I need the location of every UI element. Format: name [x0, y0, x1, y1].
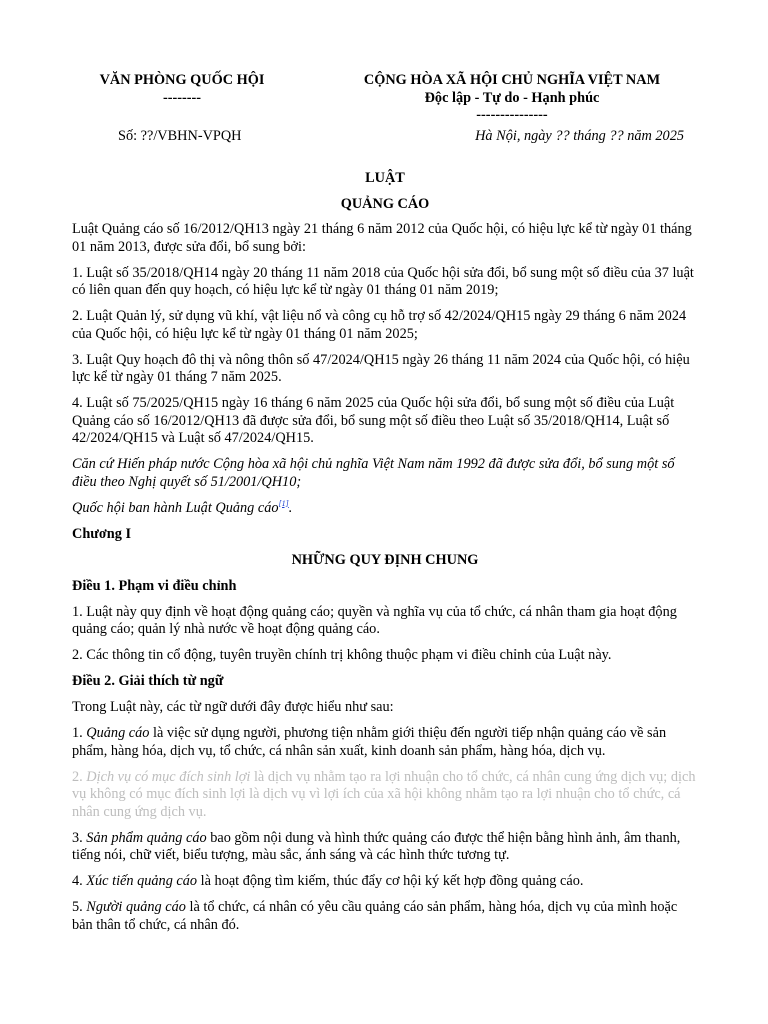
definition-number: 2.	[72, 768, 87, 785]
definition-term: Xúc tiến quảng cáo	[86, 873, 198, 889]
article-title: Điều 1. Phạm vi điều chỉnh	[72, 577, 237, 594]
definition-item	[72, 725, 698, 760]
article-title: Điều 2. Giải thích từ ngữ	[72, 673, 224, 689]
definition-text: là việc sử dụng người, phương tiện nhằm giới thiệu đến người tiếp nhận quảng cáo về sản phẩm, hàng hóa, dịch vụ, tổ chức, cá nhân sản xuất, kinh doanh sản phẩm, hàng hóa, dịch vụ.	[72, 725, 667, 759]
motto-rule: ---------------	[476, 107, 548, 123]
definition-item-repealed	[72, 769, 698, 822]
intro-paragraph: Luật Quảng cáo số 16/2012/QH13 ngày 21 tháng 6 năm 2012 của Quốc hội, có hiệu lực kể từ ngày 01 tháng 01 năm 2013, được sửa đổi, bổ sung bởi:	[72, 221, 692, 255]
article-clause: 2. Các thông tin cổ động, tuyên truyền chính trị không thuộc phạm vi điều chỉnh của Luật này.	[72, 647, 612, 663]
document-title: QUẢNG CÁO	[340, 195, 430, 212]
amendment-item: 1. Luật số 35/2018/QH14 ngày 20 tháng 11 năm 2018 của Quốc hội sửa đổi, bổ sung một số điều của 37 luật có liên quan đến quy hoạch, có hiệu lực kể từ ngày 01 tháng 01 năm 2019;	[72, 264, 694, 298]
enactment-statement	[72, 500, 698, 518]
definition-text: là dịch vụ nhằm tạo ra lợi nhuận cho tổ chức, cá nhân cung ứng dịch vụ; dịch vụ không có mục đích sinh lợi là dịch vụ vì lợi ích của xã hội không nhằm tạo ra lợi nhuận cho tổ chức, cá nhân cung ứng dịch vụ.	[72, 768, 696, 820]
document-header	[72, 72, 698, 152]
article-lead: Trong Luật này, các từ ngữ dưới đây được hiểu như sau:	[72, 699, 394, 715]
date-place: Hà Nội, ngày ?? tháng ?? năm 2025	[475, 128, 684, 144]
legal-basis: Căn cứ Hiến pháp nước Cộng hòa xã hội chủ nghĩa Việt Nam năm 1992 đã được sửa đổi, bổ sung một số điều theo Nghị quyết số 51/2001/QH10;	[72, 456, 675, 490]
definition-term: Dịch vụ có mục đích sinh lợi	[86, 768, 251, 785]
definition-term: Sản phẩm quảng cáo	[86, 829, 207, 846]
definition-number: 5.	[72, 899, 87, 915]
document-number: Số: ??/VBHN-VPQH	[118, 128, 242, 144]
definition-term: Người quảng cáo	[86, 899, 186, 915]
enactment-period: .	[288, 499, 293, 516]
amendment-item: 4. Luật số 75/2025/QH15 ngày 16 tháng 6 năm 2025 của Quốc hội sửa đổi, bổ sung một số điều của Luật Quảng cáo số 16/2012/QH13 đã được sửa đổi, bổ sung một số điều theo Luật số 35/2018/QH14, Luật số 42/2024/QH15 và Luật số 47/2024/QH15.	[72, 395, 675, 446]
national-motto: Độc lập - Tự do - Hạnh phúc	[424, 89, 600, 106]
amendment-item: 2. Luật Quản lý, sử dụng vũ khí, vật liệu nổ và công cụ hỗ trợ số 42/2024/QH15 ngày 29 tháng 6 năm 2024 của Quốc hội, có hiệu lực kể từ ngày 01 tháng 01 năm 2025;	[72, 308, 687, 342]
definition-number: 1.	[72, 725, 87, 741]
footnote-link[interactable]: [1]	[278, 498, 289, 508]
definition-text: là hoạt động tìm kiếm, thúc đẩy cơ hội ký kết hợp đồng quảng cáo.	[197, 873, 584, 889]
definition-item	[72, 830, 698, 865]
enactment-text: Quốc hội ban hành Luật Quảng cáo	[72, 499, 279, 516]
article-clause: 1. Luật này quy định về hoạt động quảng cáo; quyền và nghĩa vụ của tổ chức, cá nhân tham gia hoạt động quảng cáo; quản lý nhà nước về hoạt động quảng cáo.	[72, 603, 677, 637]
amendment-item: 3. Luật Quy hoạch đô thị và nông thôn số 47/2024/QH15 ngày 26 tháng 11 năm 2024 của Quốc hội, có hiệu lực kể từ ngày 01 tháng 7 năm 2025.	[72, 351, 690, 385]
issuing-agency-block	[92, 72, 272, 107]
definition-term: Quảng cáo	[86, 725, 150, 741]
definition-item	[72, 899, 698, 934]
document-page	[72, 72, 698, 943]
chapter-title: NHỮNG QUY ĐỊNH CHUNG	[291, 551, 479, 568]
chapter-label: Chương I	[72, 525, 132, 542]
issuing-agency: VĂN PHÒNG QUỐC HỘI	[99, 72, 265, 88]
definition-text: là tổ chức, cá nhân có yêu cầu quảng cáo sản phẩm, hàng hóa, dịch vụ của mình hoặc bản thân tổ chức, cá nhân đó.	[72, 899, 678, 933]
document-type: LUẬT	[365, 170, 405, 186]
national-title-block	[327, 72, 697, 125]
definition-number: 3.	[72, 829, 87, 846]
definition-number: 4.	[72, 873, 87, 889]
country-name: CỘNG HÒA XÃ HỘI CHỦ NGHĨA VIỆT NAM	[363, 72, 661, 88]
agency-rule: --------	[162, 89, 202, 106]
definition-item	[72, 873, 698, 891]
definition-text: bao gồm nội dung và hình thức quảng cáo được thể hiện bằng hình ảnh, âm thanh, tiếng nói, chữ viết, biểu tượng, màu sắc, ánh sáng và các hình thức tương tự.	[72, 829, 681, 863]
